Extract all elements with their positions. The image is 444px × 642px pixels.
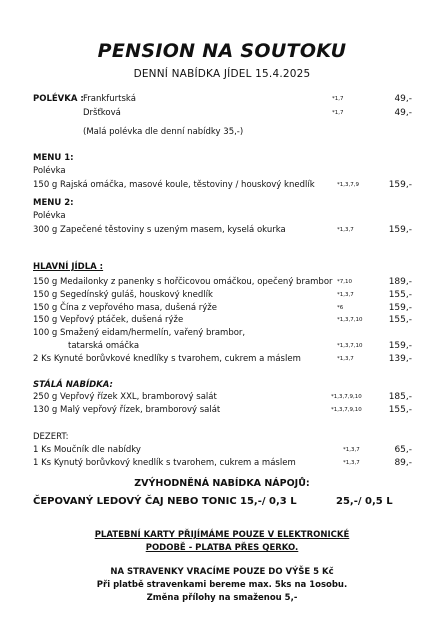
main-item-allergens: *1,3,7,10 [337,343,363,349]
payment-line-2: PODOBĚ - PLATBA PŘES QERKO. [145,543,299,553]
standing-item-allergens: *1,3,7,9,10 [331,394,362,400]
main-item-allergens: *1,3,7 [337,292,354,298]
main-item-allergens: *7,10 [337,279,352,285]
soup-item-name: Frankfurtská [83,94,136,104]
menu1-item-price: 159,- [388,180,412,190]
dessert-item-name: 1 Ks Kynutý borůvkový knedlík s tvarohem, cukrem a máslem [33,458,296,468]
dessert-item-name: 1 Ks Moučník dle nabídky [33,445,141,455]
page-subtitle: DENNÍ NABÍDKA JÍDEL 15.4.2025 [133,68,311,80]
dessert-item-price: 89,- [394,458,412,468]
dessert-label: DEZERT: [33,432,69,442]
drinks-price-large: 25,-/ 0,5 L [336,496,393,507]
voucher-line-2: Při platbě stravenkami bereme max. 5ks na 1osobu. [96,580,348,590]
page-title: PENSION NA SOUTOKU [97,40,347,62]
main-item-allergens: *1,3,7,10 [337,317,363,323]
main-item-allergens: *6 [337,305,344,311]
payment-line-1: PLATEBNÍ KARTY PŘIJÍMÁME POUZE V ELEKTRONICKÉ [94,530,350,540]
main-item-price: 159,- [388,303,412,313]
menu2-item-name: 300 g Zapečené těstoviny s uzeným masem, kyselá okurka [33,225,286,235]
soup-item-name: Dršťková [83,108,121,118]
main-item-price: 139,- [388,354,412,364]
menu2-item-price: 159,- [388,225,412,235]
dessert-item-allergens: *1,3,7 [343,460,360,466]
menu1-item-name: 150 g Rajská omáčka, masové koule, těstoviny / houskový knedlík [33,180,315,190]
drinks-line-name: ČEPOVANÝ LEDOVÝ ČAJ NEBO TONIC [33,496,237,507]
menu1-label: MENU 1: [33,153,74,163]
standing-item-price: 185,- [388,392,412,402]
main-item-name: 150 g Medailonky z panenky s hořčicovou omáčkou, opečený brambor [33,277,333,287]
menu1-item-allergens: *1,3,7,9 [337,182,359,188]
menu1-sub: Polévka [33,166,66,176]
main-item-name: 100 g Smažený eidam/hermelín, vařený brambor, [33,328,246,338]
main-label: HLAVNÍ JÍDLA : [33,262,104,272]
standing-item-name: 250 g Vepřový řízek XXL, bramborový salát [33,392,217,402]
standing-label: STÁLÁ NABÍDKA: [33,380,113,390]
soup-item-allergens: *1,7 [332,110,344,116]
soup-item-allergens: *1,7 [332,96,344,102]
menu2-label: MENU 2: [33,198,74,208]
main-item-name: tatarská omáčka [68,341,140,351]
main-item-price: 189,- [388,277,412,287]
standing-item-name: 130 g Malý vepřový řízek, bramborový salát [33,405,221,415]
drinks-heading: ZVÝHODNĚNÁ NABÍDKA NÁPOJŮ: [134,478,310,489]
main-item-allergens: *1,3,7 [337,356,354,362]
main-item-name: 150 g Segedínský guláš, houskový knedlík [33,290,213,300]
voucher-line-3: Změna přílohy na smaženou 5,- [146,593,298,603]
main-item-name: 2 Ks Kynuté borůvkové knedlíky s tvarohem, cukrem a máslem [33,354,301,364]
soup-label: POLÉVKA : [33,94,84,104]
voucher-line-1: NA STRAVENKY VRACÍME POUZE DO VÝŠE 5 Kč [110,567,334,577]
main-item-name: 150 g Vepřový ptáček, dušená rýže [33,315,184,325]
main-item-price: 155,- [388,315,412,325]
soup-item-price: 49,- [394,94,412,104]
drinks-price-small: 15,-/ 0,3 L [240,496,297,507]
main-item-price: 159,- [388,341,412,351]
soup-note: (Malá polévka dle denní nabídky 35,-) [83,127,244,137]
soup-item-price: 49,- [394,108,412,118]
standing-item-allergens: *1,3,7,9,10 [331,407,362,413]
main-item-name: 150 g Čína z vepřového masa, dušená rýže [33,303,217,313]
main-item-price: 155,- [388,290,412,300]
menu2-item-allergens: *1,3,7 [337,227,354,233]
dessert-item-allergens: *1,3,7 [343,447,360,453]
menu2-sub: Polévka [33,211,66,221]
standing-item-price: 155,- [388,405,412,415]
dessert-item-price: 65,- [394,445,412,455]
